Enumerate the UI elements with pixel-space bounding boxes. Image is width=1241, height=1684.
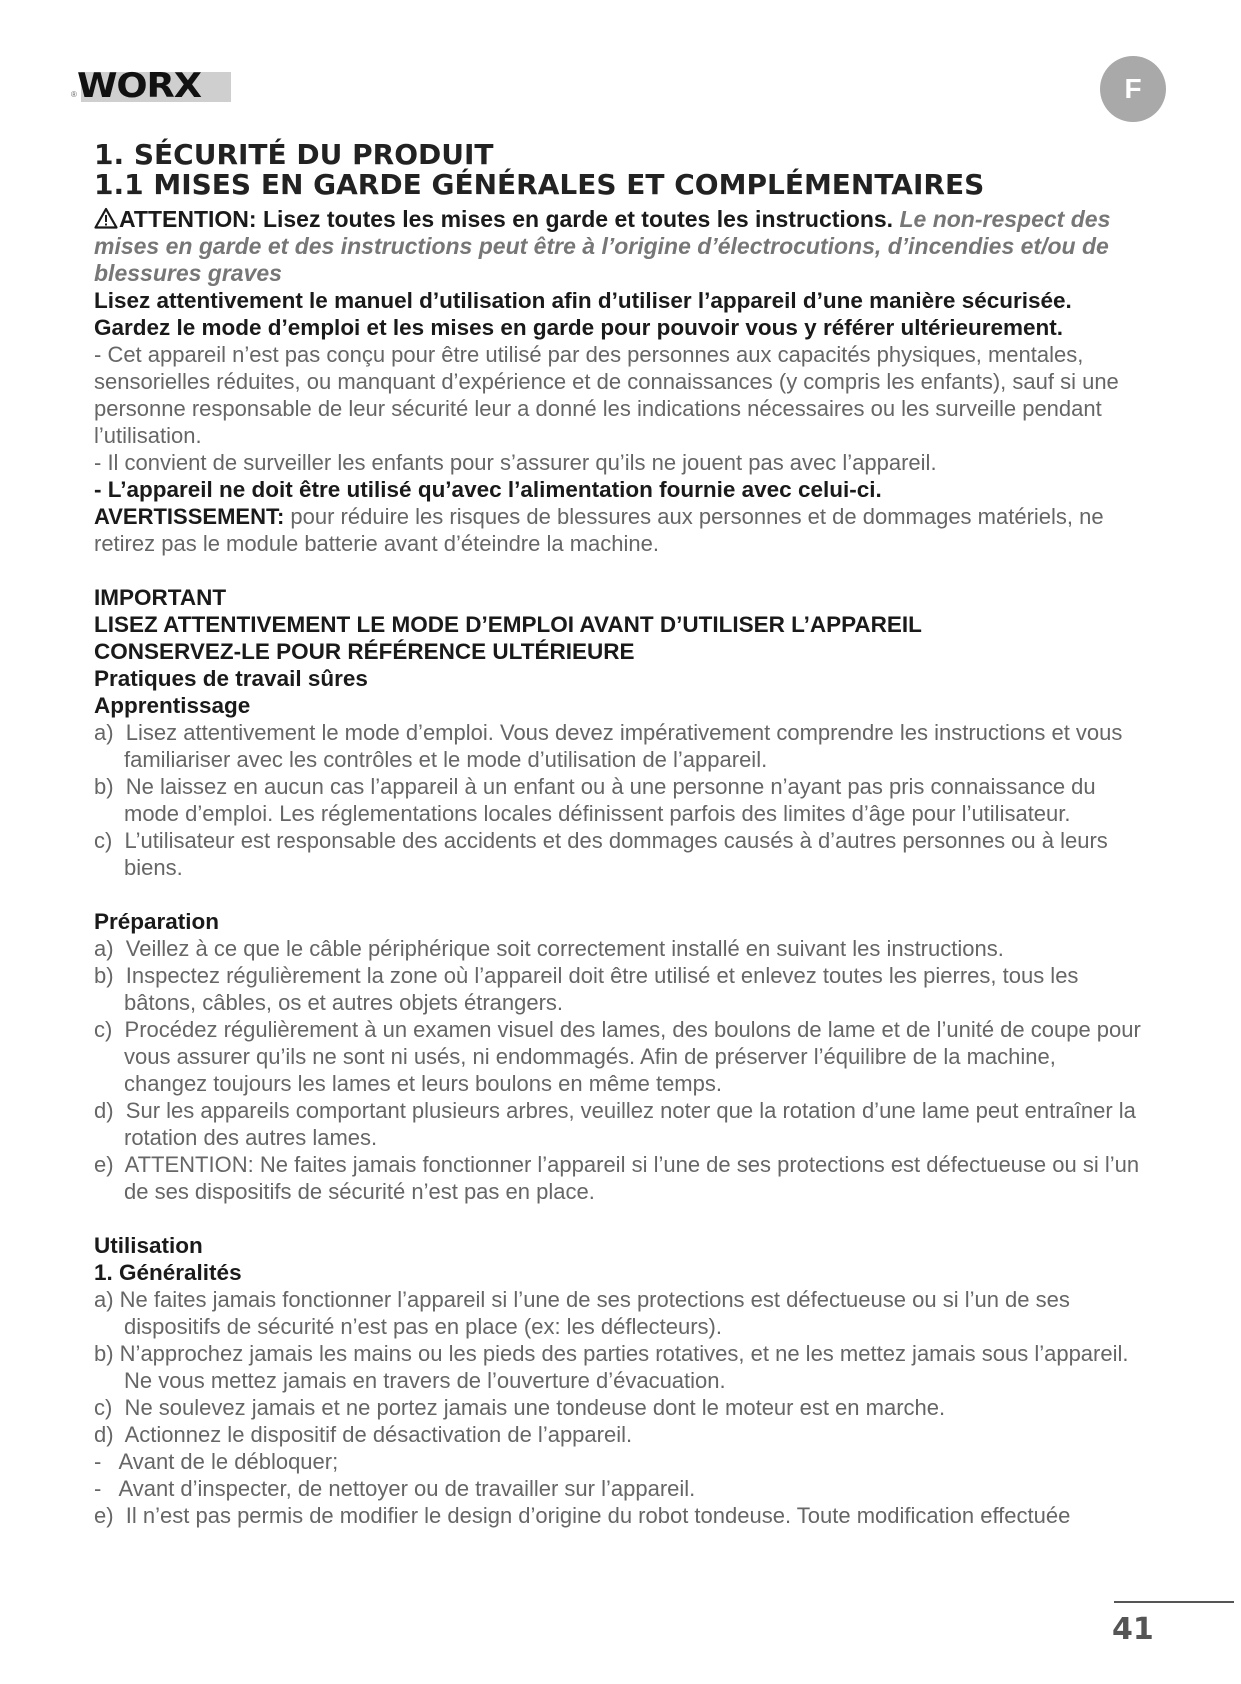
language-badge: F (1100, 56, 1166, 122)
para-children: - Cet appareil n’est pas conçu pour être utilisé par des personnes aux capacités physiques, mentales, sensorielles réduites, ou manquant d’expérience et de connaissances (y compris les enfants), sauf si une personne responsable de leur sécurité leur a donné les indications nécessaires ou les surveille pendant l’utilisation. (94, 342, 1119, 448)
subsection-title: 1.1 MISES EN GARDE GÉNÉRALES ET COMPLÉMENTAIRES (94, 168, 985, 201)
attention-paragraph (94, 206, 1144, 287)
list-item: b) Ne laissez en aucun cas l’appareil à un enfant ou à une personne n’ayant pas pris connaissance du mode d’emploi. Les réglementations locales définissent parfois des limites d’âge pour l’utilisateur. (94, 774, 1096, 826)
apprentissage-heading: Apprentissage (94, 693, 251, 718)
avertissement-label: AVERTISSEMENT: (94, 504, 285, 529)
list-item: b) N’approchez jamais les mains ou les pieds des parties rotatives, et ne les mettez jamais sous l’appareil. Ne vous mettez jamais en travers de l’ouverture d’évacuation. (94, 1341, 1129, 1393)
important-read-manual: LISEZ ATTENTIVEMENT LE MODE D’EMPLOI AVANT D’UTILISER L’APPAREIL (94, 612, 922, 637)
list-item: d) Sur les appareils comportant plusieurs arbres, veuillez noter que la rotation d’une lame peut entraîner la rotation des autres lames. (94, 1098, 1136, 1150)
generalites-heading: 1. Généralités (94, 1260, 242, 1285)
list-item: b) Inspectez régulièrement la zone où l’appareil doit être utilisé et enlevez toutes les pierres, tous les bâtons, câbles, os et autres objets étrangers. (94, 963, 1079, 1015)
important-heading: IMPORTANT (94, 585, 227, 610)
list-item: c) Ne soulevez jamais et ne portez jamais une tondeuse dont le moteur est en marche. (94, 1395, 946, 1420)
safe-practices-heading: Pratiques de travail sûres (94, 666, 368, 691)
logo-text: WORX (77, 66, 201, 106)
list-item: - Avant d’inspecter, de nettoyer ou de travailler sur l’appareil. (94, 1476, 696, 1501)
preparation-heading: Préparation (94, 909, 220, 934)
utilisation-heading: Utilisation (94, 1233, 203, 1258)
warning-triangle-icon (94, 207, 118, 229)
avertissement-text: pour réduire les risques de blessures aux personnes et de dommages matériels, ne retirez pas le module batterie avant d’éteindre la machine. (94, 504, 1104, 556)
list-item: a) Ne faites jamais fonctionner l’appareil si l’une de ses protections est défectueuse ou si l’un de ses dispositifs de sécurité n’est pas en place (ex: les déflecteurs). (94, 1287, 1070, 1339)
list-item: d) Actionnez le dispositif de désactivation de l’appareil. (94, 1422, 633, 1447)
bold-para-keep: Gardez le mode d’emploi et les mises en garde pour pouvoir vous y référer ultérieurement. (94, 315, 1064, 340)
page-content (94, 140, 1144, 1529)
bold-para-manual: Lisez attentivement le manuel d’utilisation afin d’utiliser l’appareil d’une manière sécurisée. (94, 288, 1072, 313)
avertissement-paragraph (94, 503, 1144, 557)
list-item: a) Veillez à ce que le câble périphérique soit correctement installé en suivant les instructions. (94, 936, 1004, 961)
attention-bold: ATTENTION: Lisez toutes les mises en garde et toutes les instructions. (119, 206, 894, 232)
logo-registered-mark: ® (71, 90, 77, 99)
worx-logo (71, 66, 231, 106)
section-title: 1. SÉCURITÉ DU PRODUIT (94, 138, 494, 171)
attention-italic: Le non-respect des mises en garde et des instructions peut être à l’origine d’électrocutions, d’incendies et/ou de blessures graves (94, 206, 1111, 286)
list-item: c) L’utilisateur est responsable des accidents et des dommages causés à d’autres personnes ou à leurs biens. (94, 828, 1108, 880)
list-item: - Avant de le débloquer; (94, 1449, 339, 1474)
important-keep: CONSERVEZ-LE POUR RÉFÉRENCE ULTÉRIEURE (94, 639, 635, 664)
page-number: 41 (1112, 1612, 1154, 1647)
footer-rule (1114, 1601, 1234, 1603)
para-supervise: - Il convient de surveiller les enfants pour s’assurer qu’ils ne jouent pas avec l’appareil. (94, 450, 937, 475)
list-item: a) Lisez attentivement le mode d’emploi. Vous devez impérativement comprendre les instructions et vous familiariser avec les contrôles et le mode d’utilisation de l’appareil. (94, 720, 1123, 772)
para-power-supply: - L’appareil ne doit être utilisé qu’avec l’alimentation fournie avec celui-ci. (94, 477, 882, 502)
list-item: e) Il n’est pas permis de modifier le design d’origine du robot tondeuse. Toute modification effectuée (94, 1503, 1071, 1528)
list-item: e) ATTENTION: Ne faites jamais fonctionner l’appareil si l’une de ses protections est défectueuse ou si l’un de ses dispositifs de sécurité n’est pas en place. (94, 1152, 1140, 1204)
list-item: c) Procédez régulièrement à un examen visuel des lames, des boulons de lame et de l’unité de coupe pour vous assurer qu’ils ne sont ni usés, ni endommagés. Afin de préserver l’équilibre de la machine, changez toujours les lames et leurs boulons en même temps. (94, 1017, 1141, 1096)
